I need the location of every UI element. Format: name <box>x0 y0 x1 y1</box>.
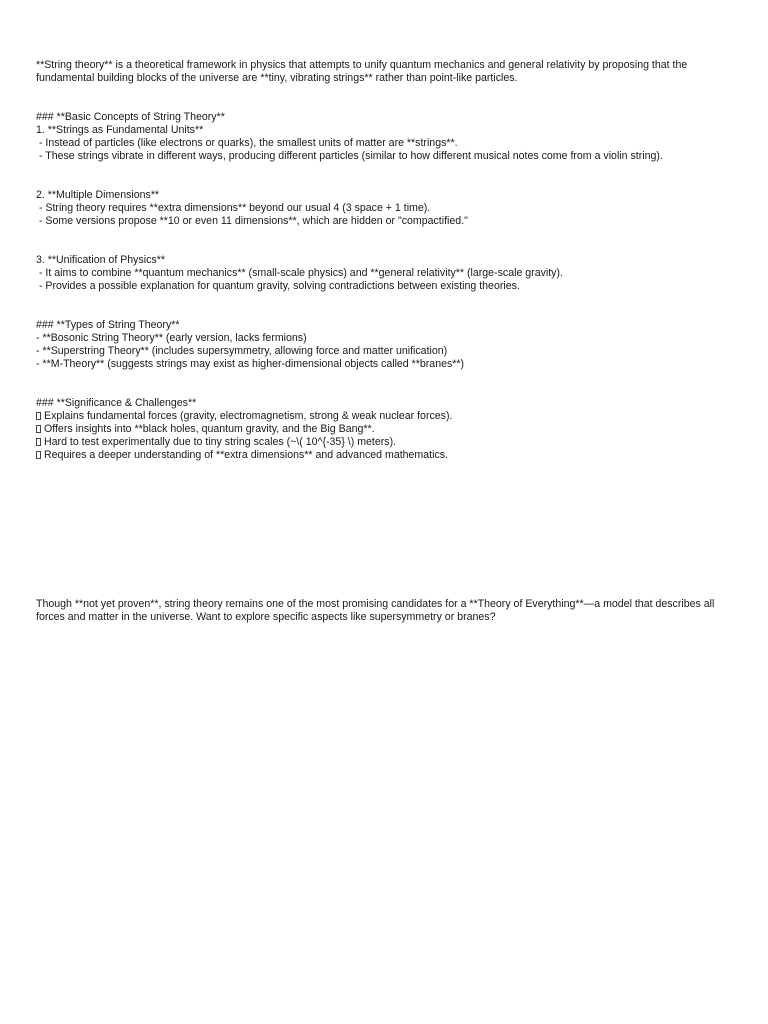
types-line: - **M-Theory** (suggests strings may exist as higher-dimensional objects called **branes**) <box>36 358 465 370</box>
significance-item <box>36 423 736 436</box>
significance-heading: ### **Significance & Challenges** <box>36 397 197 409</box>
types-line: - **Bosonic String Theory** (early version, lacks fermions) <box>36 332 307 344</box>
item2-line: - Some versions propose **10 or even 11 dimensions**, which are hidden or "compactified." <box>36 215 468 227</box>
significance-item <box>36 449 736 462</box>
item2-title: 2. **Multiple Dimensions** <box>36 189 160 201</box>
significance-item <box>36 436 736 449</box>
types-heading: ### **Types of String Theory** <box>36 319 180 331</box>
conclusion-text: Though **not yet proven**, string theory remains one of the most promising candidates for a **Theory of Everything**—a model that describes all forces and matter in the universe. Want to explore specific aspects like supersymmetry or branes? <box>36 598 715 623</box>
intro-text: **String theory** is a theoretical framework in physics that attempts to unify quantum mechanics and general relativity by proposing that the fundamental building blocks of the universe are **tiny, vibrating strings** rather than point-like particles. <box>36 59 688 84</box>
missing-glyph-icon <box>36 451 41 459</box>
types-line: - **Superstring Theory** (includes supersymmetry, allowing force and matter unification) <box>36 345 448 357</box>
item1-line: - Instead of particles (like electrons or quarks), the smallest units of matter are **strings**. <box>36 137 458 149</box>
item3-line: - It aims to combine **quantum mechanics** (small-scale physics) and **general relativity** (large-scale gravity). <box>36 267 563 279</box>
basic-concepts-section <box>36 111 736 163</box>
item2-section <box>36 189 736 228</box>
significance-section <box>36 397 736 462</box>
item3-title: 3. **Unification of Physics** <box>36 254 165 266</box>
missing-glyph-icon <box>36 425 41 433</box>
intro-paragraph <box>36 59 736 85</box>
item3-line: - Provides a possible explanation for quantum gravity, solving contradictions between existing theories. <box>36 280 520 292</box>
item3-section <box>36 254 736 293</box>
missing-glyph-icon <box>36 412 41 420</box>
types-section <box>36 319 736 371</box>
significance-text: Hard to test experimentally due to tiny string scales (~\( 10^{-35} \) meters). <box>44 436 397 448</box>
significance-item <box>36 410 736 423</box>
missing-glyph-icon <box>36 438 41 446</box>
basic-concepts-heading: ### **Basic Concepts of String Theory** <box>36 111 225 123</box>
item1-line: - These strings vibrate in different ways, producing different particles (similar to how different musical notes come from a violin string). <box>36 150 663 162</box>
significance-text: Explains fundamental forces (gravity, electromagnetism, strong & weak nuclear forces). <box>44 410 453 422</box>
item2-line: - String theory requires **extra dimensions** beyond our usual 4 (3 space + 1 time). <box>36 202 431 214</box>
conclusion-paragraph <box>36 598 736 624</box>
significance-text: Requires a deeper understanding of **extra dimensions** and advanced mathematics. <box>44 449 448 461</box>
significance-text: Offers insights into **black holes, quantum gravity, and the Big Bang**. <box>44 423 375 435</box>
item1-title: 1. **Strings as Fundamental Units** <box>36 124 204 136</box>
